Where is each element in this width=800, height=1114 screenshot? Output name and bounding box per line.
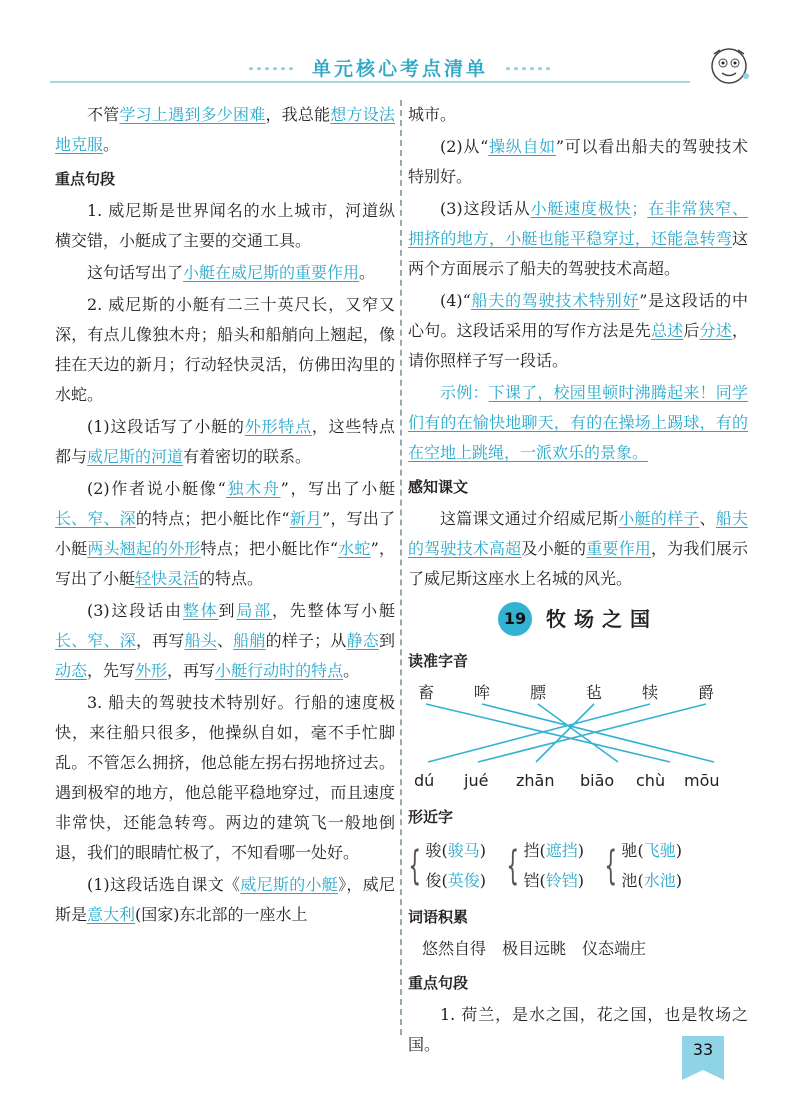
answer: 轻快灵活: [135, 569, 200, 588]
answer: 意大利: [87, 905, 136, 924]
answer: 重要作用: [586, 539, 651, 558]
word-item: 极目远眺: [502, 939, 567, 958]
question: [408, 194, 748, 284]
continued-text: 城市。: [408, 105, 457, 124]
key-sentence-3: 3. 船夫的驾驶技术特别好。行船的速度极快，来往船只很多，他操纵自如，毫不手忙脚乱。不管怎么拥挤，他总能左拐右拐地挤过去。遇到极窄的地方，他总能平稳地穿过，而且速度非常快，还能急转弯。两边的建筑飞一般地倒退，我们的眼睛忙极了，不知看哪一处好。: [55, 693, 395, 862]
match-char: 毡: [586, 683, 603, 702]
text: ”是这段话的中心句。这段话采用的写作方法是先: [408, 291, 748, 340]
section-heading-similar: 形近字: [408, 808, 454, 826]
word-list: [408, 934, 748, 964]
text: ，这些特点都与: [55, 417, 395, 466]
text: (2)从“: [440, 137, 489, 156]
word: 英俊: [447, 871, 480, 890]
question: [55, 474, 395, 594]
section-heading-perceive: 感知课文: [408, 478, 469, 496]
word: 铃铛: [545, 871, 578, 890]
text: ”，写出了小艇: [55, 539, 395, 588]
text: 到: [218, 601, 237, 620]
brace-icon: {: [604, 843, 618, 889]
text: (2)作者说小艇像“: [87, 479, 226, 498]
match-pinyin: chù: [636, 771, 666, 790]
text: 。: [359, 263, 376, 282]
text: 这句话写出了: [87, 263, 184, 282]
match-char: 哞: [474, 683, 491, 702]
page-number: 33: [692, 1040, 714, 1059]
text: 的特点；把小艇比作“: [135, 509, 290, 528]
text: (国家)东北部的一座水上: [135, 905, 308, 924]
word: 遮挡: [545, 841, 578, 860]
match-pinyin: mōu: [684, 771, 720, 790]
question: [55, 412, 395, 472]
answer: 新月: [289, 509, 323, 528]
text: ”，写出了小艇: [55, 509, 395, 558]
brace-icon: {: [506, 843, 520, 889]
text: (1)这段话写了小艇的: [87, 417, 245, 436]
word: 骏马: [447, 841, 480, 860]
question: [55, 596, 395, 686]
intro-paragraph: [55, 100, 395, 160]
answer: 操纵自如: [488, 137, 556, 156]
text: ”可以看出船夫的驾驶技术特别好。: [408, 137, 748, 186]
answer: 船艄: [233, 631, 266, 650]
question: [55, 870, 395, 930]
answer: 小艇在威尼斯的重要作用: [183, 263, 360, 282]
example-text: 下课了，校园里顿时沸腾起来！同学们有的在愉快地聊天，有的在操场上踢球，有的在空地上跳绳，一派欢乐的景象。: [408, 383, 748, 462]
section-heading-words: 词语积累: [408, 908, 469, 926]
match-char: 犊: [642, 683, 659, 702]
match-pinyin: dú: [414, 771, 435, 790]
word: 飞驰: [643, 841, 676, 860]
char: 骏: [425, 841, 442, 860]
text: 。: [343, 661, 360, 680]
column-divider: [400, 100, 402, 1035]
text: ，再写: [167, 661, 216, 680]
section-heading-key-sentences: 重点句段: [55, 170, 116, 188]
section-heading-read: 读准字音: [408, 652, 469, 670]
char: 池: [621, 871, 638, 890]
text: 这篇课文通过介绍威尼斯: [440, 509, 619, 528]
text: 特点；把小艇比作“: [200, 539, 339, 558]
header-dots-right: [505, 66, 555, 70]
text: ，我总能: [265, 105, 331, 124]
question: [55, 258, 395, 288]
char: 驰: [621, 841, 638, 860]
answer: 船夫的驾驶技术高超: [408, 509, 748, 558]
answer: 想方设法地克服: [55, 105, 395, 154]
answer: 局部: [236, 601, 272, 620]
text: (4)“: [440, 291, 471, 310]
answer: 整体: [182, 601, 219, 620]
text: ；: [631, 199, 648, 218]
example-answer: [408, 378, 748, 468]
text: (3)这段话由: [87, 601, 183, 620]
text: (3)这段话从: [440, 199, 531, 218]
left-column: [55, 100, 395, 932]
match-pinyin: zhān: [516, 771, 555, 790]
text: 不管: [87, 105, 120, 124]
answer: 外形: [135, 661, 168, 680]
word-item: 仪态端庄: [582, 939, 647, 958]
char: 铛: [523, 871, 540, 890]
answer: 动态: [55, 661, 88, 680]
answer: 长、窄、深: [55, 509, 136, 528]
match-pinyin: biāo: [580, 771, 615, 790]
similar-group: { 挡(遮挡) 铛(铃铛): [506, 836, 584, 896]
similar-group: { 驰(飞驰) 池(水池): [604, 836, 682, 896]
answer: 小艇行动时的特点: [215, 661, 344, 680]
text: ，先写: [87, 661, 136, 680]
section-heading-key-sentences: 重点句段: [408, 974, 469, 992]
text: 、: [216, 631, 234, 650]
text: ”，写出了小艇: [280, 479, 395, 498]
key-sentence-1: 1. 荷兰，是水之国，花之国，也是牧场之国。: [408, 1005, 748, 1054]
char: 俊: [425, 871, 442, 890]
mascot-icon: [706, 44, 752, 86]
match-char: 畜: [418, 683, 435, 702]
answer: 威尼斯的河道: [87, 447, 184, 466]
text: 、: [699, 509, 716, 528]
answer: 静态: [346, 631, 379, 650]
char: 挡: [523, 841, 540, 860]
page-header-title: 单元核心考点清单: [311, 58, 488, 80]
answer: 学习上遇到多少困难: [119, 105, 266, 124]
word: 水池: [643, 871, 676, 890]
text: 有着密切的联系。: [183, 447, 312, 466]
lesson-heading: [408, 602, 748, 636]
question: [408, 132, 748, 192]
lesson-number-badge: 19: [498, 602, 532, 636]
question: [408, 286, 748, 376]
match-pinyin: jué: [464, 771, 489, 790]
key-sentence-1: 1. 威尼斯是世界闻名的水上城市，河道纵横交错，小艇成了主要的交通工具。: [55, 201, 395, 250]
answer: 小艇速度极快: [530, 199, 632, 218]
answer: 小艇的样子: [618, 509, 700, 528]
pinyin-matching: [408, 678, 748, 798]
text: ，请你照样子写一段话。: [408, 321, 748, 370]
text: ，先整体写小艇: [272, 601, 395, 620]
text: 及小艇的: [521, 539, 587, 558]
text: ，再写: [135, 631, 185, 650]
text: ，为我们展示了威尼斯这座水上名城的风光。: [408, 539, 748, 588]
answer: 两头翘起的外形: [87, 539, 201, 558]
text: 》，威尼斯是: [55, 875, 395, 924]
match-char: 爵: [698, 683, 715, 702]
text: (1)这段话选自课文《: [87, 875, 241, 894]
answer: 独木舟: [225, 479, 281, 498]
answer: 分述: [699, 321, 732, 340]
brace-icon: {: [408, 843, 422, 889]
text: 。: [103, 135, 120, 154]
text: 的样子；从: [265, 631, 347, 650]
answer: 总述: [650, 321, 684, 340]
answer: 在非常狭窄、拥挤的地方，小艇也能平稳穿过，还能急转弯: [408, 199, 748, 248]
text: 后: [683, 321, 700, 340]
answer: 船头: [184, 631, 217, 650]
perceive-paragraph: [408, 504, 748, 594]
matching-lines: [408, 700, 748, 766]
answer: 船夫的驾驶技术特别好: [470, 291, 640, 310]
match-char: 膘: [530, 683, 547, 702]
header-dots-left: [248, 66, 298, 70]
word-item: 悠然自得: [422, 939, 487, 958]
right-column: [408, 100, 748, 1062]
answer: 长、窄、深: [55, 631, 136, 650]
answer: 威尼斯的小艇: [240, 875, 339, 894]
answer: 水蛇: [338, 539, 371, 558]
answer: 外形特点: [244, 417, 312, 436]
text: 到: [378, 631, 395, 650]
similar-group: { 骏(骏马) 俊(英俊): [408, 836, 486, 896]
lesson-title: 牧场之国: [546, 607, 658, 631]
example-label: 示例：: [440, 383, 489, 402]
text: 这两个方面展示了船夫的驾驶技术高超。: [408, 229, 748, 278]
text: 的特点。: [199, 569, 264, 588]
similar-chars: [408, 836, 748, 896]
key-sentence-2: 2. 威尼斯的小艇有二三十英尺长，又窄又深，有点儿像独木舟；船头和船艄向上翘起，像挂在天边的新月；行动轻快灵活，仿佛田沟里的水蛇。: [55, 295, 395, 404]
